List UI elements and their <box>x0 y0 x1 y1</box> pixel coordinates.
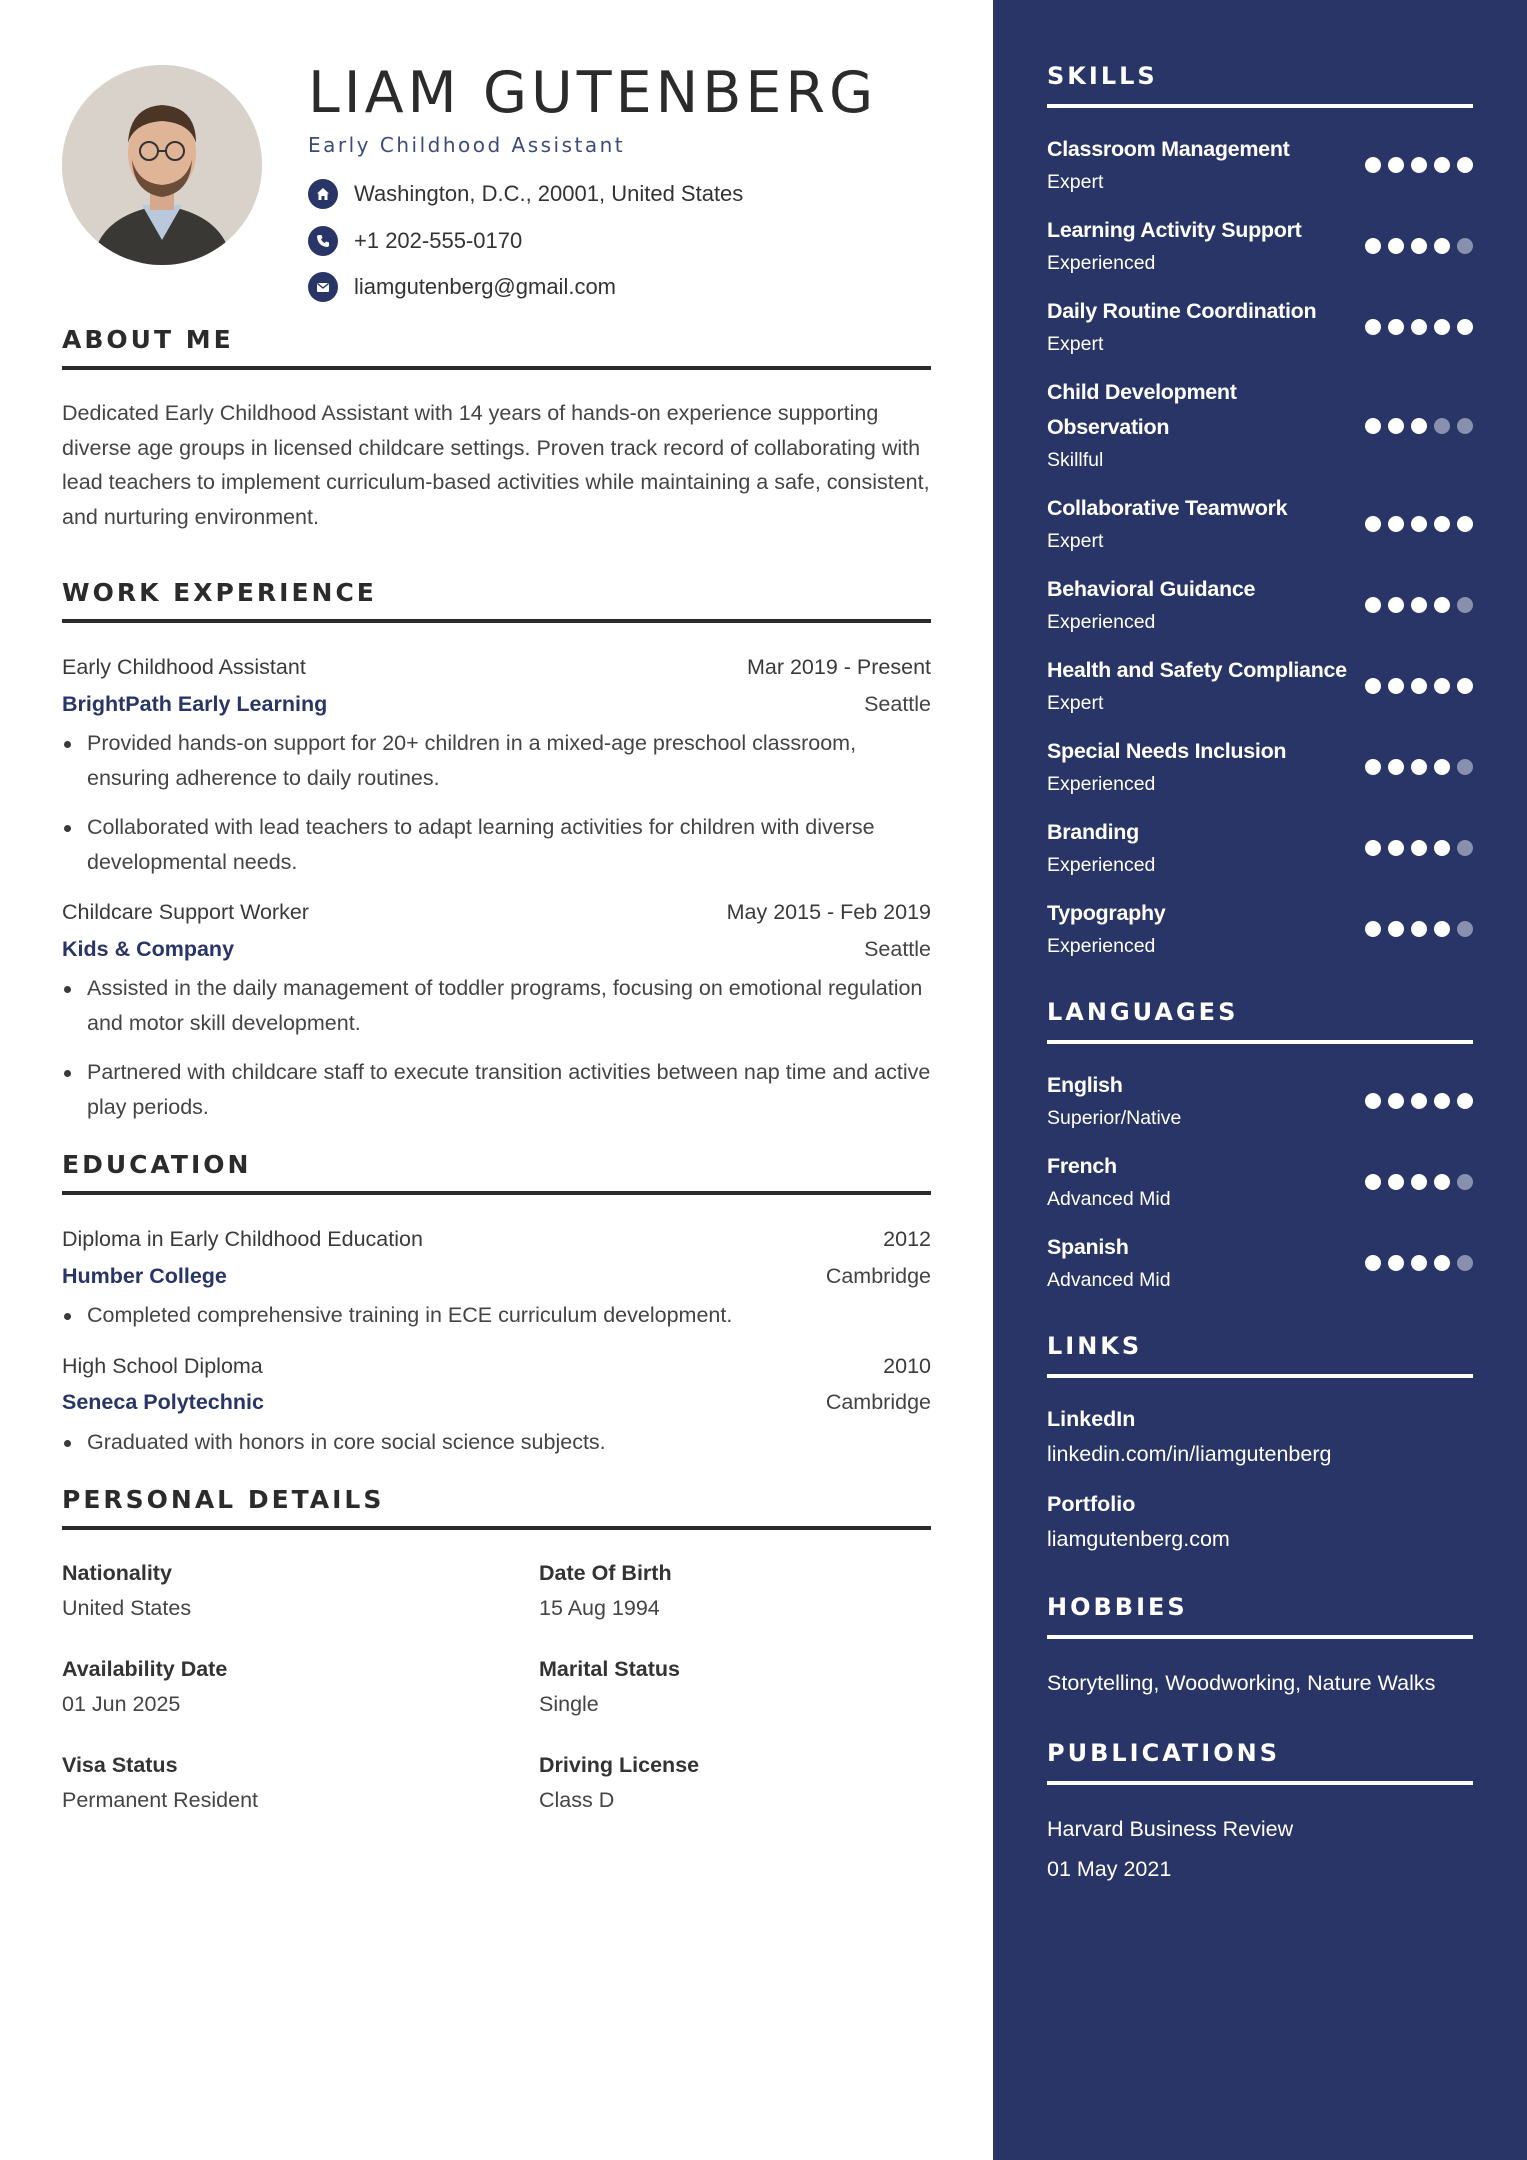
rating-dot-filled <box>1457 678 1473 694</box>
detail-item <box>539 1652 939 1722</box>
skill-level: Experienced <box>1047 252 1156 274</box>
skill-level: Expert <box>1047 333 1104 355</box>
rating-dot-filled <box>1457 1093 1473 1109</box>
candidate-title: Early Childhood Assistant <box>308 133 626 157</box>
rating-dot-filled <box>1411 319 1427 335</box>
rating-dot-filled <box>1411 516 1427 532</box>
skill-item <box>1047 653 1473 719</box>
resume-header <box>62 0 931 325</box>
skills-section <box>1047 62 1473 962</box>
link-item <box>1047 1487 1473 1557</box>
section-heading: SKILLS <box>1047 62 1473 108</box>
rating-dot-filled <box>1388 418 1404 434</box>
work-section <box>62 578 931 1124</box>
language-level: Advanced Mid <box>1047 1188 1171 1210</box>
rating-dot-empty <box>1457 840 1473 856</box>
rating-dots <box>1365 418 1473 434</box>
rating-dot-filled <box>1411 1093 1427 1109</box>
rating-dots <box>1365 516 1473 532</box>
skill-item <box>1047 896 1473 962</box>
rating-dot-filled <box>1411 418 1427 434</box>
language-name: English <box>1047 1073 1123 1097</box>
rating-dot-filled <box>1434 319 1450 335</box>
home-icon <box>308 179 338 209</box>
education-year: 2012 <box>883 1227 931 1251</box>
section-heading: EDUCATION <box>62 1150 931 1195</box>
skill-name: Child Development Observation <box>1047 380 1237 439</box>
rating-dot-filled <box>1365 759 1381 775</box>
rating-dot-filled <box>1365 840 1381 856</box>
portfolio-link[interactable]: liamgutenberg.com <box>1047 1527 1230 1551</box>
section-heading: LANGUAGES <box>1047 998 1473 1044</box>
rating-dot-filled <box>1434 840 1450 856</box>
rating-dot-filled <box>1365 1255 1381 1271</box>
language-item <box>1047 1149 1473 1215</box>
detail-item <box>62 1556 539 1626</box>
skill-name: Behavioral Guidance <box>1047 577 1256 601</box>
education-year: 2010 <box>883 1353 931 1378</box>
rating-dot-filled <box>1388 597 1404 613</box>
section-heading: PERSONAL DETAILS <box>62 1485 931 1530</box>
rating-dot-filled <box>1411 759 1427 775</box>
rating-dot-empty <box>1457 759 1473 775</box>
skill-name: Health and Safety Compliance <box>1047 658 1347 682</box>
rating-dots <box>1365 921 1473 937</box>
rating-dot-filled <box>1434 678 1450 694</box>
rating-dots <box>1365 319 1473 335</box>
rating-dot-filled <box>1434 1174 1450 1190</box>
link-item <box>1047 1402 1473 1472</box>
skill-name: Typography <box>1047 901 1166 925</box>
rating-dot-filled <box>1434 759 1450 775</box>
rating-dot-filled <box>1365 157 1381 173</box>
sidebar <box>993 0 1527 2160</box>
rating-dots <box>1365 678 1473 694</box>
language-name: French <box>1047 1154 1117 1178</box>
rating-dot-filled <box>1434 921 1450 937</box>
section-heading: LINKS <box>1047 1332 1473 1378</box>
job-location: Seattle <box>864 936 931 961</box>
publication-title: Harvard Business Review <box>1047 1817 1294 1841</box>
rating-dot-filled <box>1457 157 1473 173</box>
bullet-item: Graduated with honors in core social science subjects. <box>62 1425 931 1460</box>
job-position: Early Childhood Assistant <box>62 655 306 679</box>
rating-dot-filled <box>1388 759 1404 775</box>
link-label: LinkedIn <box>1047 1407 1136 1431</box>
rating-dot-empty <box>1457 1255 1473 1271</box>
profile-photo <box>62 65 262 265</box>
skill-item <box>1047 375 1473 476</box>
skill-name: Learning Activity Support <box>1047 218 1302 242</box>
rating-dot-empty <box>1457 238 1473 254</box>
language-item <box>1047 1068 1473 1134</box>
contact-address <box>308 179 743 209</box>
education-entry <box>62 1348 931 1460</box>
detail-value: United States <box>62 1596 192 1620</box>
rating-dot-filled <box>1388 840 1404 856</box>
rating-dots <box>1365 840 1473 856</box>
detail-value: Permanent Resident <box>62 1788 258 1812</box>
rating-dot-filled <box>1365 418 1381 434</box>
about-section <box>62 325 931 534</box>
bullet-item: Provided hands-on support for 20+ children in a mixed-age preschool classroom, ensuring adherence to daily routines. <box>62 726 931 795</box>
rating-dot-empty <box>1457 921 1473 937</box>
skill-level: Expert <box>1047 692 1104 714</box>
work-entry <box>62 894 931 1124</box>
degree-name: Diploma in Early Childhood Education <box>62 1227 423 1251</box>
address-text: Washington, D.C., 20001, United States <box>354 181 744 206</box>
section-heading: ABOUT ME <box>62 325 931 370</box>
rating-dot-filled <box>1457 516 1473 532</box>
detail-label: Date Of Birth <box>539 1561 672 1585</box>
job-location: Seattle <box>864 691 931 716</box>
rating-dot-filled <box>1434 157 1450 173</box>
bullet-item: Assisted in the daily management of toddler programs, focusing on emotional regulation and motor skill development. <box>62 971 931 1040</box>
rating-dot-empty <box>1457 1174 1473 1190</box>
job-position: Childcare Support Worker <box>62 900 309 924</box>
rating-dots <box>1365 597 1473 613</box>
detail-label: Nationality <box>62 1561 172 1585</box>
job-dates: Mar 2019 - Present <box>746 655 931 679</box>
rating-dots <box>1365 1093 1473 1109</box>
rating-dot-filled <box>1434 516 1450 532</box>
language-level: Advanced Mid <box>1047 1269 1171 1291</box>
skill-item <box>1047 491 1473 557</box>
skill-level: Expert <box>1047 171 1104 193</box>
company-name: Kids & Company <box>62 936 235 961</box>
rating-dot-filled <box>1411 921 1427 937</box>
personal-details-section <box>62 1485 931 1818</box>
detail-label: Availability Date <box>62 1657 228 1681</box>
bullet-item: Collaborated with lead teachers to adapt learning activities for children with diverse developmental needs. <box>62 810 931 879</box>
bullet-item: Partnered with childcare staff to execute transition activities between nap time and active play periods. <box>62 1055 931 1124</box>
skill-name: Classroom Management <box>1047 137 1290 161</box>
rating-dot-filled <box>1434 1093 1450 1109</box>
languages-list <box>1047 1068 1473 1296</box>
skill-item <box>1047 572 1473 638</box>
education-entry <box>62 1221 931 1333</box>
linkedin-link[interactable]: linkedin.com/in/liamgutenberg <box>1047 1442 1332 1466</box>
detail-value: 01 Jun 2025 <box>62 1692 181 1716</box>
skill-item <box>1047 294 1473 360</box>
language-item <box>1047 1230 1473 1296</box>
link-label: Portfolio <box>1047 1492 1136 1516</box>
detail-value: Class D <box>539 1788 615 1812</box>
rating-dot-filled <box>1411 157 1427 173</box>
skill-item <box>1047 213 1473 279</box>
school-name: Humber College <box>62 1263 227 1288</box>
contact-phone <box>308 226 522 256</box>
skill-item <box>1047 132 1473 198</box>
rating-dot-filled <box>1365 1093 1381 1109</box>
rating-dots <box>1365 157 1473 173</box>
rating-dot-filled <box>1388 1174 1404 1190</box>
rating-dot-filled <box>1411 1255 1427 1271</box>
detail-value: 15 Aug 1994 <box>539 1596 660 1620</box>
skill-name: Special Needs Inclusion <box>1047 739 1287 763</box>
language-name: Spanish <box>1047 1235 1129 1259</box>
hobbies-section <box>1047 1593 1473 1703</box>
language-level: Superior/Native <box>1047 1107 1182 1129</box>
publication-date: 01 May 2021 <box>1047 1857 1172 1881</box>
rating-dot-filled <box>1365 319 1381 335</box>
detail-item <box>539 1556 939 1626</box>
section-heading: WORK EXPERIENCE <box>62 578 931 623</box>
rating-dots <box>1365 1174 1473 1190</box>
school-location: Cambridge <box>825 1263 931 1288</box>
rating-dot-filled <box>1365 1174 1381 1190</box>
links-section <box>1047 1332 1473 1557</box>
degree-name: High School Diploma <box>62 1353 263 1378</box>
work-entry <box>62 649 931 879</box>
rating-dot-filled <box>1388 516 1404 532</box>
skill-level: Experienced <box>1047 773 1156 795</box>
rating-dot-filled <box>1411 678 1427 694</box>
education-section <box>62 1150 931 1459</box>
school-name: Seneca Polytechnic <box>62 1390 264 1414</box>
skill-level: Experienced <box>1047 854 1156 876</box>
skill-name: Daily Routine Coordination <box>1047 299 1317 323</box>
rating-dot-filled <box>1388 1255 1404 1271</box>
school-location: Cambridge <box>825 1390 931 1414</box>
rating-dot-filled <box>1388 678 1404 694</box>
rating-dot-empty <box>1457 418 1473 434</box>
languages-section <box>1047 998 1473 1296</box>
skill-item <box>1047 734 1473 800</box>
detail-label: Marital Status <box>539 1657 680 1681</box>
hobbies-text: Storytelling, Woodworking, Nature Walks <box>1047 1671 1436 1695</box>
rating-dots <box>1365 238 1473 254</box>
rating-dot-filled <box>1411 238 1427 254</box>
bullet-item: Completed comprehensive training in ECE curriculum development. <box>62 1298 931 1333</box>
email-icon <box>308 272 338 302</box>
skills-list <box>1047 132 1473 962</box>
section-heading: HOBBIES <box>1047 1593 1473 1639</box>
rating-dot-filled <box>1434 238 1450 254</box>
rating-dot-filled <box>1388 238 1404 254</box>
rating-dot-filled <box>1365 238 1381 254</box>
detail-item <box>62 1748 539 1818</box>
rating-dot-empty <box>1434 418 1450 434</box>
rating-dot-filled <box>1457 319 1473 335</box>
detail-value: Single <box>539 1692 599 1716</box>
job-dates: May 2015 - Feb 2019 <box>726 900 931 924</box>
skill-name: Branding <box>1047 820 1139 844</box>
rating-dot-empty <box>1457 597 1473 613</box>
about-text: Dedicated Early Childhood Assistant with 14 years of hands-on experience supporting diverse age groups in licensed childcare settings. Proven track record of collaborating with lead teachers to implement curriculum-based activities while maintaining a safe, consistent, and nurturing environment. <box>62 401 930 529</box>
rating-dot-filled <box>1388 921 1404 937</box>
rating-dot-filled <box>1365 678 1381 694</box>
detail-item <box>62 1652 539 1722</box>
detail-label: Driving License <box>539 1753 700 1777</box>
skill-level: Experienced <box>1047 611 1156 633</box>
detail-label: Visa Status <box>62 1753 178 1777</box>
skill-item <box>1047 815 1473 881</box>
rating-dot-filled <box>1388 157 1404 173</box>
candidate-name: LIAM GUTENBERG <box>308 60 878 126</box>
rating-dot-filled <box>1365 921 1381 937</box>
rating-dot-filled <box>1365 597 1381 613</box>
rating-dot-filled <box>1411 1174 1427 1190</box>
rating-dot-filled <box>1434 1255 1450 1271</box>
publications-section <box>1047 1739 1473 1889</box>
rating-dots <box>1365 1255 1473 1271</box>
rating-dot-filled <box>1388 1093 1404 1109</box>
skill-name: Collaborative Teamwork <box>1047 496 1288 520</box>
section-heading: PUBLICATIONS <box>1047 1739 1473 1785</box>
rating-dot-filled <box>1365 516 1381 532</box>
rating-dot-filled <box>1411 840 1427 856</box>
rating-dot-filled <box>1411 597 1427 613</box>
company-name: BrightPath Early Learning <box>62 691 328 716</box>
skill-level: Skillful <box>1047 449 1104 471</box>
email-text: liamgutenberg@gmail.com <box>354 274 617 299</box>
rating-dot-filled <box>1434 597 1450 613</box>
contact-email <box>308 272 616 302</box>
phone-text: +1 202-555-0170 <box>354 228 523 253</box>
skill-level: Experienced <box>1047 935 1156 957</box>
rating-dots <box>1365 759 1473 775</box>
phone-icon <box>308 226 338 256</box>
rating-dot-filled <box>1388 319 1404 335</box>
detail-item <box>539 1748 939 1818</box>
skill-level: Expert <box>1047 530 1104 552</box>
